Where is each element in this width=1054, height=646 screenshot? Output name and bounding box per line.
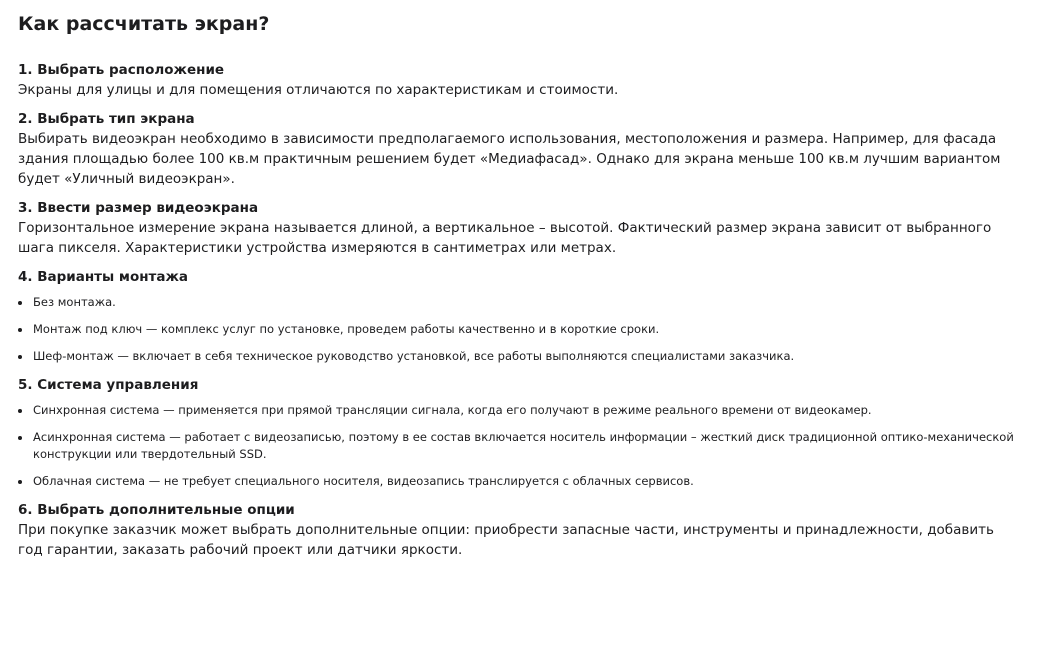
- section-screen-type: [18, 109, 1036, 189]
- section-location: [18, 60, 1036, 100]
- section-heading: 3. Ввести размер видеоэкрана: [18, 200, 259, 216]
- section-screen-size: [18, 198, 1036, 258]
- section-text: Горизонтальное измерение экрана называется длиной, а вертикальное – высотой. Фактический размер экрана зависит от выбранного шага пикселя. Характеристики устройства измеряются в сантиметрах или метрах.: [18, 220, 992, 256]
- list-item: Без монтажа.: [18, 294, 1023, 311]
- section-heading: 4. Варианты монтажа: [18, 269, 189, 285]
- list-item: Шеф-монтаж — включает в себя техническое руководство установкой, все работы выполняются специалистами заказчика.: [18, 348, 1023, 365]
- section-text: Выбирать видеоэкран необходимо в зависимости предполагаемого использования, местоположения и размера. Например, для фасада здания площадью более 100 кв.м практичным решением будет «Медиафасад». Однако для экрана меньше 100 кв.м лучшим вариантом будет «Уличный видеоэкран».: [18, 131, 1001, 187]
- section-heading: 5. Система управления: [18, 377, 199, 393]
- section-control-system: [18, 375, 1036, 490]
- list-item: Облачная система — не требует специального носителя, видеозапись транслируется с облачных сервисов.: [18, 473, 1023, 490]
- list-item: Монтаж под ключ — комплекс услуг по установке, проведем работы качественно и в короткие сроки.: [18, 321, 1023, 338]
- section-text: При покупке заказчик может выбрать дополнительные опции: приобрести запасные части, инструменты и принадлежности, добавить год гарантии, заказать рабочий проект или датчики яркости.: [18, 522, 994, 558]
- section-heading: 1. Выбрать расположение: [18, 62, 225, 78]
- section-text: Экраны для улицы и для помещения отличаются по характеристикам и стоимости.: [18, 82, 619, 98]
- list-item: Синхронная система — применяется при прямой трансляции сигнала, когда его получают в режиме реального времени от видеокамер.: [18, 402, 1023, 419]
- mounting-list: [18, 294, 1036, 365]
- section-mounting: [18, 267, 1036, 365]
- section-options: [18, 500, 1036, 560]
- section-heading: 2. Выбрать тип экрана: [18, 111, 195, 127]
- page-title: Как рассчитать экран?: [18, 13, 270, 35]
- control-system-list: [18, 402, 1036, 490]
- list-item: Асинхронная система — работает с видеозаписью, поэтому в ее состав включается носитель информации – жесткий диск традиционной оптико-механической конструкции или твердотельный SSD.: [18, 429, 1023, 463]
- section-heading: 6. Выбрать дополнительные опции: [18, 502, 295, 518]
